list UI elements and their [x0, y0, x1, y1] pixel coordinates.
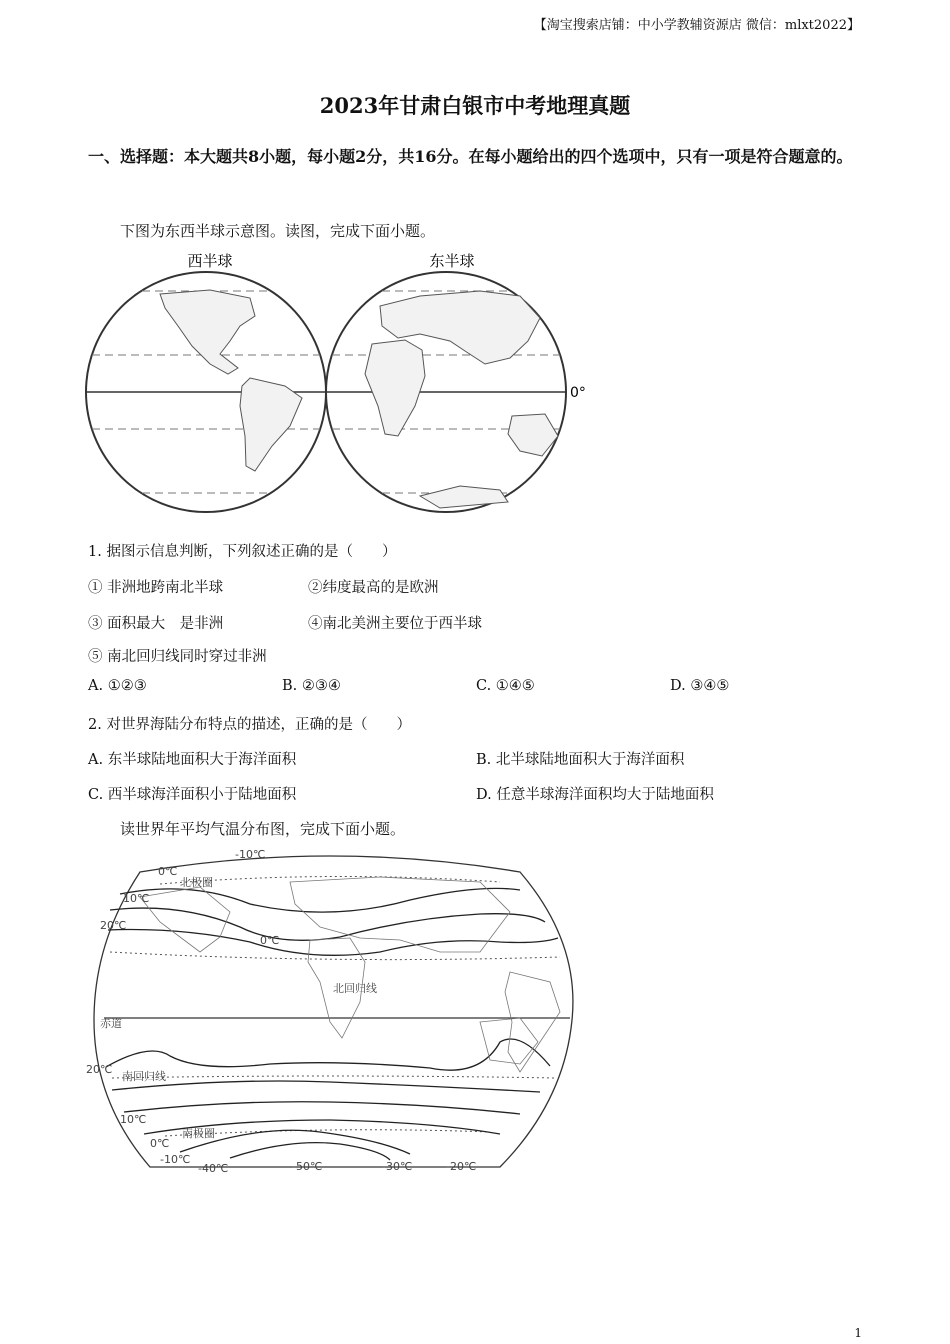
q1-statement-3: ③ 面积最大 是非洲: [88, 616, 224, 632]
iso-label-n10: 10℃: [123, 892, 150, 905]
tropic-of-cancer-label: 北回归线: [333, 982, 377, 995]
iso-label-s0: 0℃: [150, 1137, 170, 1150]
equator-label: 赤道: [100, 1017, 122, 1030]
iso-label-mid0: 0℃: [260, 934, 280, 947]
q2-option-a[interactable]: A. 东半球陆地面积大于海洋面积: [88, 752, 297, 768]
iso-label-m20: -20℃: [446, 1160, 477, 1173]
iso-label-n0: 0℃: [158, 865, 178, 878]
iso-label-s10: 10℃: [120, 1113, 147, 1126]
iso-label-m30: -30℃: [382, 1160, 413, 1173]
q1-statement-5: ⑤ 南北回归线同时穿过非洲: [88, 649, 267, 665]
west-hemisphere: [86, 272, 326, 512]
arctic-circle-label: 北极圈: [180, 876, 213, 889]
q1-stem: 1. 据图示信息判断，下列叙述正确的是（ ）: [88, 544, 397, 560]
header-note: 【淘宝搜索店铺：中小学教辅资源店 微信：mlxt2022】: [533, 18, 860, 33]
intro-figure1: 下图为东西半球示意图。读图，完成下面小题。: [120, 222, 436, 240]
east-hemisphere-label: 东半球: [429, 252, 475, 270]
q2-option-b[interactable]: B. 北半球陆地面积大于海洋面积: [476, 752, 685, 768]
page-number: 1: [854, 1326, 862, 1340]
west-hemisphere-label: 西半球: [187, 252, 233, 270]
q1-statement-4: ④南北美洲主要位于西半球: [308, 616, 482, 632]
equator-0-label: 0°: [570, 385, 586, 401]
q1-option-a[interactable]: A. ①②③: [88, 678, 147, 694]
antarctic-circle-label: 南极圈: [182, 1127, 215, 1140]
iso-label-n20: 20℃: [100, 919, 127, 932]
intro-figure2: 读世界年平均气温分布图，完成下面小题。: [120, 820, 406, 838]
page-title: 2023年甘肃白银市中考地理真题: [319, 93, 631, 118]
east-hemisphere: [326, 272, 566, 512]
iso-label-s20: 20℃: [86, 1063, 113, 1076]
section-heading: 一、选择题：本大题共8小题，每小题2分，共16分。在每小题给出的四个选项中，只有一项是符合题意的。: [88, 147, 853, 166]
q2-option-d[interactable]: D. 任意半球海洋面积均大于陆地面积: [476, 787, 714, 803]
q1-option-c[interactable]: C. ①④⑤: [476, 678, 535, 694]
q1-option-b[interactable]: B. ②③④: [282, 678, 341, 694]
q1-option-d[interactable]: D. ③④⑤: [670, 678, 730, 694]
temperature-map-figure: [80, 842, 580, 1177]
q2-option-c[interactable]: C. 西半球海洋面积小于陆地面积: [88, 787, 297, 803]
iso-label-m50: -50℃: [292, 1160, 323, 1173]
q1-statement-2: ②纬度最高的是欧洲: [308, 580, 439, 596]
tropic-of-capricorn-label: 南回归线: [122, 1070, 166, 1083]
hemispheres-figure: [80, 246, 600, 521]
iso-label-sm10: -10℃: [160, 1153, 191, 1166]
q1-statement-1: ① 非洲地跨南北半球: [88, 580, 224, 596]
iso-label-m40: -40℃: [198, 1162, 229, 1175]
q2-stem: 2. 对世界海陆分布特点的描述，正确的是（ ）: [88, 717, 411, 733]
iso-label-top: -10℃: [235, 848, 266, 861]
